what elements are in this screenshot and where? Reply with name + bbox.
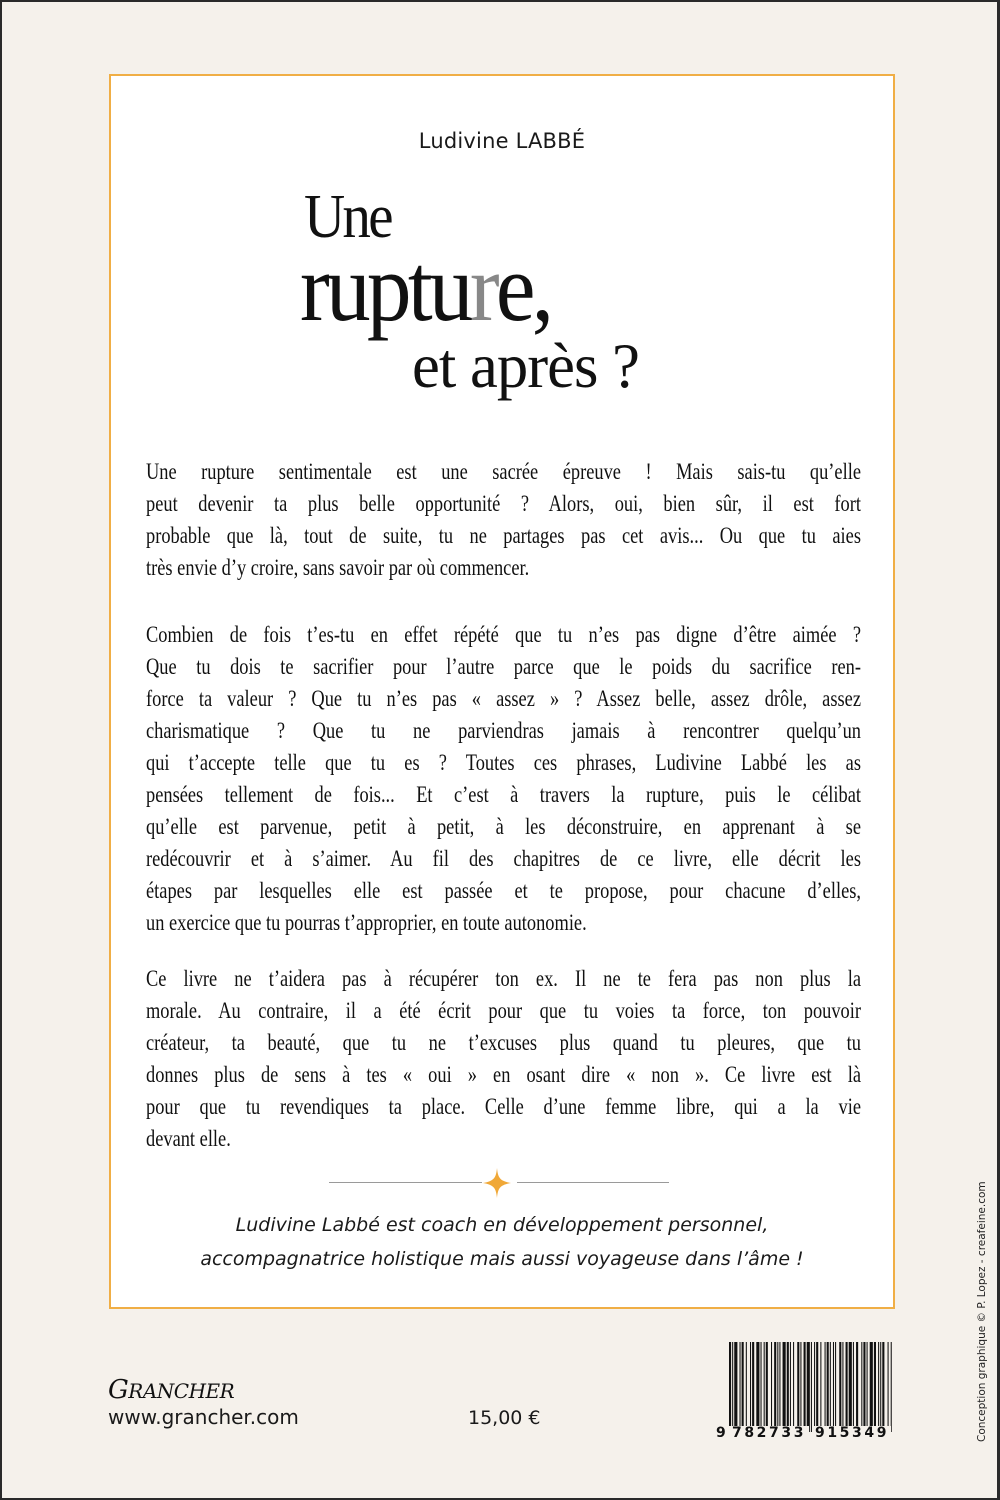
barcode-bar	[729, 1342, 731, 1432]
paragraph-line: probable que là, tout de suite, tu ne partages pas cet avis... Ou que tu aies	[146, 523, 861, 548]
barcode-bar	[816, 1342, 818, 1432]
barcode-bar	[820, 1342, 821, 1432]
paragraph-1	[146, 456, 861, 584]
barcode-bar	[774, 1342, 776, 1432]
paragraph-line: donnes plus de sens à tes « oui » en osant dire « non ». Ce livre est là	[146, 1062, 861, 1087]
barcode-bar	[804, 1342, 806, 1432]
paragraph-line: Une rupture sentimentale est une sacrée épreuve ! Mais sais-tu qu’elle	[146, 459, 861, 484]
barcode-bar	[878, 1342, 879, 1432]
paragraph-line: devant elle.	[146, 1126, 231, 1151]
title-line-2	[300, 234, 551, 341]
barcode-bar	[814, 1342, 815, 1432]
barcode-bar	[764, 1342, 765, 1432]
author-bio-line-1: Ludivine Labbé est coach en développement personnel,	[235, 1214, 769, 1236]
barcode-bar	[849, 1342, 852, 1432]
barcode-bar	[756, 1342, 759, 1432]
paragraph-line: force ta valeur ? Que tu n’es pas « assez » ? Assez belle, assez drôle, assez	[146, 686, 861, 711]
barcode-bar	[853, 1342, 854, 1432]
barcode-bar	[833, 1342, 834, 1432]
barcode-bar	[888, 1342, 889, 1432]
paragraph-line: pensées tellement de fois... Et c’est à travers la rupture, puis le célibat	[146, 782, 861, 807]
barcode-bar	[793, 1342, 794, 1432]
isbn-barcode	[714, 1342, 898, 1438]
paragraph-line: morale. Au contraire, il a été écrit pour que tu voies ta force, ton pouvoir	[146, 998, 861, 1023]
barcode-bar	[882, 1342, 884, 1432]
barcode-bar	[867, 1342, 868, 1432]
barcode-bar	[732, 1342, 733, 1432]
author-bio-line-2: accompagnatrice holistique mais aussi voyageuse dans l’âme !	[200, 1248, 804, 1270]
paragraph-2	[146, 619, 861, 939]
barcode-bar	[790, 1342, 791, 1432]
barcode-bar	[835, 1342, 836, 1432]
barcode-bar	[787, 1342, 789, 1432]
paragraph-line: très envie d’y croire, sans savoir par où commencer.	[146, 555, 530, 580]
barcode-bar	[746, 1342, 747, 1432]
title-line-2-part-c: e,	[495, 234, 551, 341]
barcode-bar	[779, 1342, 780, 1432]
barcode-bar	[766, 1342, 768, 1432]
title-line-2-part-b: r	[469, 234, 496, 341]
barcode-digit-first: 9	[716, 1425, 726, 1438]
title-line-2-part-a: ruptu	[300, 234, 470, 341]
barcode-bar	[842, 1342, 843, 1432]
barcode-bar	[777, 1342, 778, 1432]
paragraph-line: étapes par lesquelles elle est passée et te propose, pour chacune d’elles,	[146, 878, 861, 903]
four-point-star-icon	[483, 1168, 511, 1198]
paragraph-line: peut devenir ta plus belle opportunité ? Alors, oui, bien sûr, il est fort	[146, 491, 861, 516]
barcode-bars	[729, 1342, 892, 1432]
barcode-bar	[771, 1342, 772, 1432]
paragraph-line: redécouvrir et à s’aimer. Au fil des chapitres de ce livre, elle décrit les	[146, 846, 861, 871]
barcode-digits-right: 915349	[815, 1425, 890, 1438]
title-line-3: et après ?	[412, 330, 639, 401]
barcode-bar	[827, 1342, 829, 1432]
barcode-bar	[734, 1342, 737, 1432]
paragraph-line: un exercice que tu pourras t’approprier, en toute autonomie.	[146, 910, 587, 935]
paragraph-3	[146, 963, 861, 1155]
paragraph-line: Combien de fois t’es-tu en effet répété que tu n’es pas digne d’être aimée ?	[146, 622, 861, 647]
barcode-bar	[839, 1342, 841, 1432]
title-line-1: Une	[304, 183, 391, 251]
paragraph-line: Que tu dois te sacrifier pour l’autre parce que le poids du sacrifice ren-	[146, 654, 861, 679]
barcode-bar	[870, 1342, 873, 1432]
divider-line-left	[329, 1182, 482, 1183]
barcode-bar	[742, 1342, 744, 1432]
paragraph-line: pour que tu revendiques ta place. Celle d’une femme libre, qui a la vie	[146, 1094, 861, 1119]
barcode-bar	[750, 1342, 751, 1432]
publisher-logo: GRANCHER	[108, 1375, 235, 1405]
barcode-bar	[861, 1342, 862, 1432]
publisher-website[interactable]: www.grancher.com	[108, 1405, 299, 1429]
barcode-bar	[800, 1342, 801, 1432]
price: 15,00 €	[468, 1407, 541, 1429]
barcode-bar	[891, 1342, 892, 1432]
barcode-bar	[797, 1342, 799, 1432]
barcode-bar	[863, 1342, 865, 1432]
barcode-bar	[761, 1342, 762, 1432]
barcode-bar	[811, 1342, 812, 1432]
barcode-bar	[880, 1342, 881, 1432]
paragraph-line: qu’elle est parvenue, petit à petit, à les déconstruire, en apprenant à se	[146, 814, 861, 839]
barcode-bar	[752, 1342, 754, 1432]
barcode-bar	[807, 1342, 810, 1432]
barcode-bar	[830, 1342, 831, 1432]
paragraph-line: qui t’accepte telle que tu es ? Toutes ces phrases, Ludivine Labbé les as	[146, 750, 861, 775]
barcode-bar	[856, 1342, 858, 1432]
divider-line-right	[517, 1182, 669, 1183]
barcode-bar	[783, 1342, 786, 1432]
barcode-bar	[740, 1342, 741, 1432]
barcode-bar	[846, 1342, 848, 1432]
barcode-bar	[825, 1342, 826, 1432]
author-name: Ludivine LABBÉ	[418, 129, 586, 153]
barcode-bar	[874, 1342, 876, 1432]
barcode-digits-left: 782733	[732, 1425, 807, 1438]
paragraph-line: charismatique ? Que tu ne parviendras jamais à rencontrer quelqu’un	[146, 718, 861, 743]
paragraph-line: créateur, ta beauté, que tu ne t’excuses plus quand tu pleures, que tu	[146, 1030, 861, 1055]
design-credit: Conception graphique © P. Lopez - creafeine.com	[976, 1181, 988, 1442]
paragraph-line: Ce livre ne t’aidera pas à récupérer ton ex. Il ne te fera pas non plus la	[146, 966, 861, 991]
